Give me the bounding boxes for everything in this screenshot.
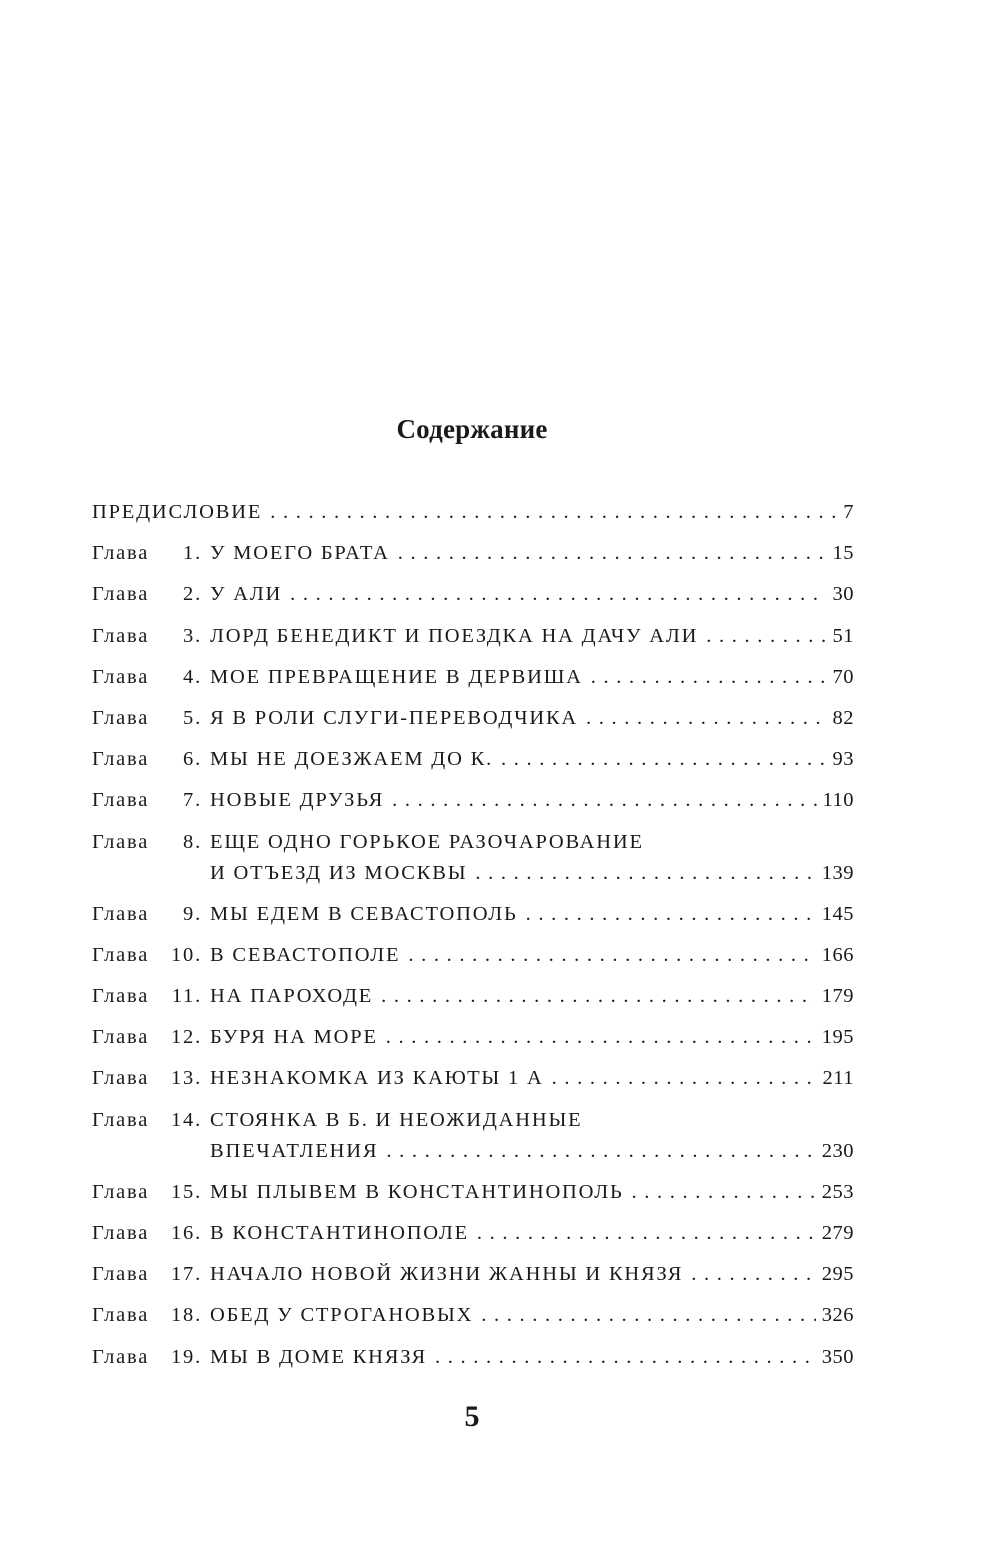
dot-leader [518, 899, 816, 930]
chapter-number: 12. [170, 1026, 202, 1049]
chapter-title: В СЕВАСТОПОЛЕ [210, 943, 401, 966]
chapter-label: Глава [92, 943, 150, 966]
dot-leader [467, 858, 815, 889]
chapter-number: 17. [170, 1263, 202, 1286]
dot-leader [282, 579, 826, 610]
chapter-number: 18. [170, 1304, 202, 1327]
toc-line [210, 827, 854, 858]
chapter-title: МОЕ ПРЕВРАЩЕНИЕ В ДЕРВИША [210, 665, 583, 688]
toc-page-number: 15 [832, 542, 854, 565]
dot-leader [493, 744, 826, 775]
chapter-label: Глава [92, 985, 150, 1008]
toc-page-number: 295 [821, 1263, 854, 1286]
toc-entry [92, 579, 854, 610]
chapter-label: Глава [92, 1180, 150, 1203]
toc-line [210, 899, 854, 930]
toc-entry [92, 1022, 854, 1053]
toc-page-number: 166 [821, 943, 854, 966]
chapter-title: МЫ НЕ ДОЕЗЖАЕМ ДО К. [210, 748, 494, 771]
dot-leader [544, 1063, 817, 1094]
chapter-label: Глава [92, 624, 150, 647]
toc-entry [92, 744, 854, 775]
toc-page-number: 350 [821, 1345, 854, 1368]
toc-line [210, 662, 854, 693]
toc-page-number: 139 [821, 861, 854, 884]
toc-page-number: 93 [832, 748, 854, 771]
chapter-label: Глава [92, 1222, 150, 1244]
chapter-label: Глава [92, 748, 150, 771]
chapter-title: ВПЕЧАТЛЕНИЯ [210, 1139, 379, 1162]
chapter-number: 16. [170, 1222, 202, 1244]
chapter-label: Глава [92, 665, 150, 688]
chapter-number: 3. [183, 624, 202, 647]
toc-line [210, 1342, 854, 1373]
chapter-number: 13. [170, 1067, 202, 1090]
chapter-label: Глава [92, 830, 150, 853]
toc-page-number: 145 [821, 902, 854, 925]
dot-leader [698, 621, 826, 652]
toc-entry [92, 1342, 854, 1373]
dot-leader [390, 538, 827, 569]
dot-leader [583, 662, 827, 693]
toc-entry [92, 1063, 854, 1094]
chapter-title: И ОТЪЕЗД ИЗ МОСКВЫ [210, 861, 468, 884]
toc-line [210, 621, 854, 652]
toc-line [210, 1136, 854, 1167]
chapter-number: 19. [170, 1345, 202, 1368]
dot-leader [262, 497, 837, 528]
toc-entry [92, 703, 854, 734]
toc-line [210, 1063, 854, 1094]
toc-line [210, 940, 854, 971]
chapter-label: Глава [92, 1304, 150, 1327]
chapter-label: Глава [92, 1067, 150, 1090]
chapter-label: Глава [92, 583, 150, 606]
chapter-label: Глава [92, 789, 150, 812]
chapter-title: У МОЕГО БРАТА [210, 542, 390, 565]
toc-line [210, 1300, 854, 1331]
toc-line [210, 981, 854, 1012]
toc-line [210, 858, 854, 889]
chapter-title: ЕЩЕ ОДНО ГОРЬКОЕ РАЗОЧАРОВАНИЕ [210, 830, 644, 853]
toc-entry [92, 940, 854, 971]
chapter-number: 8. [183, 830, 202, 853]
dot-leader [400, 940, 815, 971]
toc-page-number: 110 [822, 789, 854, 812]
dot-leader [384, 785, 816, 816]
chapter-label: Глава [92, 542, 150, 565]
toc-page-number: 7 [843, 501, 854, 523]
chapter-title: НА ПАРОХОДЕ [210, 985, 374, 1008]
chapter-title: МЫ ЕДЕМ В СЕВАСТОПОЛЬ [210, 902, 518, 925]
chapter-label: Глава [92, 706, 150, 729]
chapter-number: 15. [170, 1180, 202, 1203]
toc-entry [92, 827, 854, 889]
dot-leader [469, 1218, 816, 1249]
dot-leader [378, 1136, 815, 1167]
toc-page-number: 211 [822, 1067, 854, 1090]
chapter-label: Глава [92, 1026, 150, 1049]
chapter-number: 6. [183, 748, 202, 771]
toc-entry [92, 899, 854, 930]
chapter-title: ОБЕД У СТРОГАНОВЫХ [210, 1304, 474, 1327]
chapter-title: В КОНСТАНТИНОПОЛЕ [210, 1222, 469, 1244]
toc-entry [92, 1218, 854, 1249]
toc-line [210, 579, 854, 610]
toc-entry [92, 1177, 854, 1208]
toc-line [210, 538, 854, 569]
chapter-number: 2. [183, 583, 202, 606]
chapter-title: МЫ В ДОМЕ КНЯЗЯ [210, 1345, 428, 1368]
chapter-title: СТОЯНКА В Б. И НЕОЖИДАННЫЕ [210, 1108, 583, 1131]
chapter-label: Глава [92, 1345, 150, 1368]
toc-entry [92, 1300, 854, 1331]
chapter-number: 4. [183, 665, 202, 688]
chapter-title: НОВЫЕ ДРУЗЬЯ [210, 789, 385, 812]
toc-line [210, 744, 854, 775]
toc-page-number: 230 [821, 1139, 854, 1162]
page-title: Содержание [396, 414, 548, 444]
toc-entry [92, 981, 854, 1012]
toc-line [210, 1259, 854, 1290]
toc-line [210, 703, 854, 734]
toc-entry [92, 621, 854, 652]
chapter-title: БУРЯ НА МОРЕ [210, 1026, 378, 1049]
page-number: 5 [464, 1400, 480, 1433]
toc-entry [92, 538, 854, 569]
chapter-number: 10. [170, 943, 202, 966]
toc-entry [92, 662, 854, 693]
dot-leader [578, 703, 826, 734]
toc-page-number: 279 [821, 1222, 854, 1244]
toc-entry-title: ПРЕДИСЛОВИЕ [92, 501, 263, 523]
table-of-contents [92, 497, 854, 1383]
dot-leader [683, 1259, 815, 1290]
toc-line [92, 497, 854, 528]
toc-entry [92, 1105, 854, 1167]
toc-page-number: 253 [821, 1180, 854, 1203]
chapter-title: ЛОРД БЕНЕДИКТ И ПОЕЗДКА НА ДАЧУ АЛИ [210, 624, 699, 647]
toc-page-number: 70 [832, 665, 854, 688]
dot-leader [624, 1177, 816, 1208]
chapter-title: МЫ ПЛЫВЕМ В КОНСТАНТИНОПОЛЬ [210, 1180, 624, 1203]
toc-entry [92, 1259, 854, 1290]
chapter-title: Я В РОЛИ СЛУГИ-ПЕРЕВОДЧИКА [210, 706, 579, 729]
chapter-title: НАЧАЛО НОВОЙ ЖИЗНИ ЖАННЫ И КНЯЗЯ [210, 1263, 684, 1286]
chapter-number: 11. [171, 985, 202, 1008]
chapter-number: 1. [183, 542, 202, 565]
toc-entry-preface [92, 497, 854, 528]
dot-leader [373, 981, 816, 1012]
chapter-number: 7. [183, 789, 202, 812]
chapter-number: 9. [183, 902, 202, 925]
toc-page-number: 179 [821, 985, 854, 1008]
toc-line [210, 1105, 854, 1136]
chapter-title: НЕЗНАКОМКА ИЗ КАЮТЫ 1 А [210, 1067, 544, 1090]
toc-page-number: 195 [821, 1026, 854, 1049]
dot-leader [378, 1022, 816, 1053]
toc-page-number: 30 [832, 583, 854, 606]
dot-leader [473, 1300, 815, 1331]
chapter-label: Глава [92, 902, 150, 925]
toc-page-number: 82 [832, 706, 854, 729]
toc-page-number: 326 [821, 1304, 854, 1327]
toc-line [210, 1218, 854, 1249]
chapter-number: 5. [183, 706, 202, 729]
dot-leader [427, 1342, 816, 1373]
chapter-label: Глава [92, 1263, 150, 1286]
toc-line [210, 785, 854, 816]
toc-page-number: 51 [832, 624, 854, 647]
toc-entry [92, 785, 854, 816]
chapter-label: Глава [92, 1108, 150, 1131]
chapter-number: 14. [170, 1108, 202, 1131]
chapter-title: У АЛИ [210, 583, 283, 606]
toc-line [210, 1022, 854, 1053]
toc-line [210, 1177, 854, 1208]
